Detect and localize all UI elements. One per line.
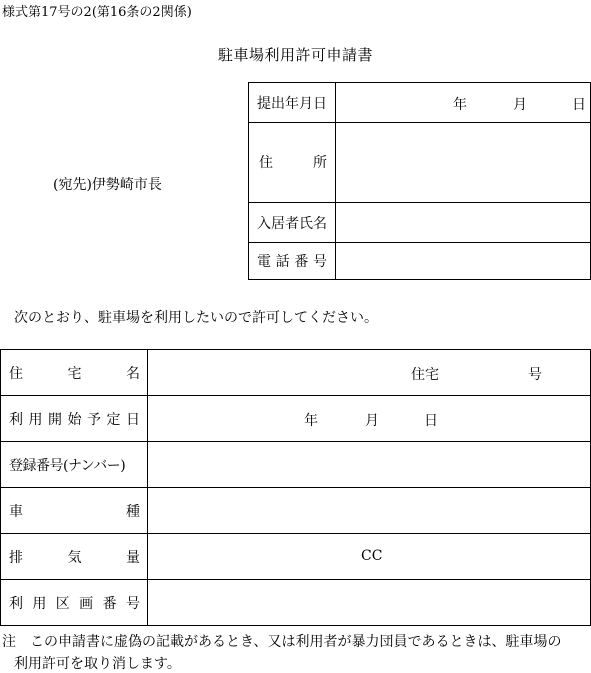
displacement-row [1, 534, 591, 580]
note-line-2: 利用許可を取り消します。 [14, 656, 181, 672]
vehicle-type-label [1, 488, 148, 534]
housing-name-row [1, 350, 591, 396]
intro-text: 次のとおり、駐車場を利用したいので許可してください。 [14, 310, 378, 326]
lot-number-row [1, 580, 591, 626]
submit-date-label-text: 提出年月日 [257, 95, 327, 112]
phone-label-char: 話 [275, 254, 290, 270]
cc-unit: CC [361, 547, 383, 564]
lot-number-field[interactable] [148, 580, 591, 626]
phone-field[interactable] [336, 243, 591, 280]
lot-number-label-char: 番 [102, 595, 117, 612]
displacement-label-char: 量 [126, 549, 140, 566]
displacement-label [1, 534, 148, 580]
phone-label-char: 号 [312, 254, 327, 270]
registration-field[interactable] [148, 442, 591, 488]
phone-label [249, 243, 336, 280]
address-label [249, 123, 336, 203]
housing-name-label-char: 宅 [67, 365, 82, 382]
vehicle-type-field[interactable] [148, 488, 591, 534]
start-date-field[interactable] [148, 396, 591, 442]
vehicle-type-label-char: 種 [126, 503, 140, 520]
submit-month-label: 月 [513, 96, 527, 113]
registration-row [1, 442, 591, 488]
addressee: (宛先)伊勢崎市長 [53, 177, 162, 193]
displacement-field[interactable] [148, 534, 591, 580]
submit-date-field[interactable] [336, 83, 591, 123]
registration-label [1, 442, 148, 488]
start-date-label-char: 開 [48, 411, 62, 428]
lot-number-label-char: 利 [9, 595, 23, 612]
displacement-label-char: 排 [9, 549, 23, 566]
housing-name-label-char: 名 [126, 365, 140, 382]
registration-label-text: 登録番号(ナンバー) [9, 457, 126, 474]
address-label-char: 住 [259, 154, 273, 171]
address-field[interactable] [336, 123, 591, 203]
start-month-label: 月 [365, 412, 379, 429]
start-year-label: 年 [304, 412, 318, 429]
phone-label-char: 番 [294, 254, 309, 270]
applicant-table [248, 82, 591, 280]
lot-number-label-char: 画 [79, 595, 94, 612]
address-label-char: 所 [313, 154, 327, 171]
lot-number-label [1, 580, 148, 626]
lot-number-label-char: 号 [125, 595, 140, 612]
submit-date-label [249, 83, 336, 123]
phone-label-char: 電 [257, 254, 271, 270]
start-day-label: 日 [424, 412, 438, 429]
vehicle-type-label-char: 車 [9, 503, 23, 520]
housing-name-label-char: 住 [9, 365, 23, 382]
housing-name-field[interactable] [148, 350, 591, 396]
number-word: 号 [528, 366, 542, 383]
housing-word: 住宅 [411, 366, 439, 383]
start-date-label-char: 用 [28, 411, 43, 428]
start-date-label-char: 予 [87, 411, 101, 428]
start-date-row [1, 396, 591, 442]
submit-day-label: 日 [572, 96, 586, 113]
start-date-label-char: 日 [126, 411, 140, 428]
document-title: 駐車場利用許可申請書 [217, 46, 373, 64]
start-date-label-char: 定 [106, 411, 121, 428]
parking-table [0, 349, 591, 626]
resident-name-label [249, 203, 336, 243]
resident-name-row [249, 203, 591, 243]
displacement-label-char: 気 [67, 549, 82, 566]
housing-name-label [1, 350, 148, 396]
submit-date-row [249, 83, 591, 123]
start-date-label-char: 利 [9, 411, 23, 428]
resident-name-label-text: 入居者氏名 [257, 215, 327, 232]
submit-year-label: 年 [453, 96, 467, 113]
lot-number-label-char: 区 [55, 595, 70, 612]
lot-number-label-char: 用 [32, 595, 47, 612]
vehicle-type-row [1, 488, 591, 534]
resident-name-field[interactable] [336, 203, 591, 243]
note-line-1: 注 この申請書に虚偽の記載があるとき、又は利用者が暴力団員であるときは、駐車場の [2, 634, 562, 650]
address-row [249, 123, 591, 203]
start-date-label [1, 396, 148, 442]
start-date-label-char: 始 [67, 411, 82, 428]
phone-row [249, 243, 591, 280]
form-number: 様式第17号の2(第16条の2関係) [2, 5, 192, 20]
